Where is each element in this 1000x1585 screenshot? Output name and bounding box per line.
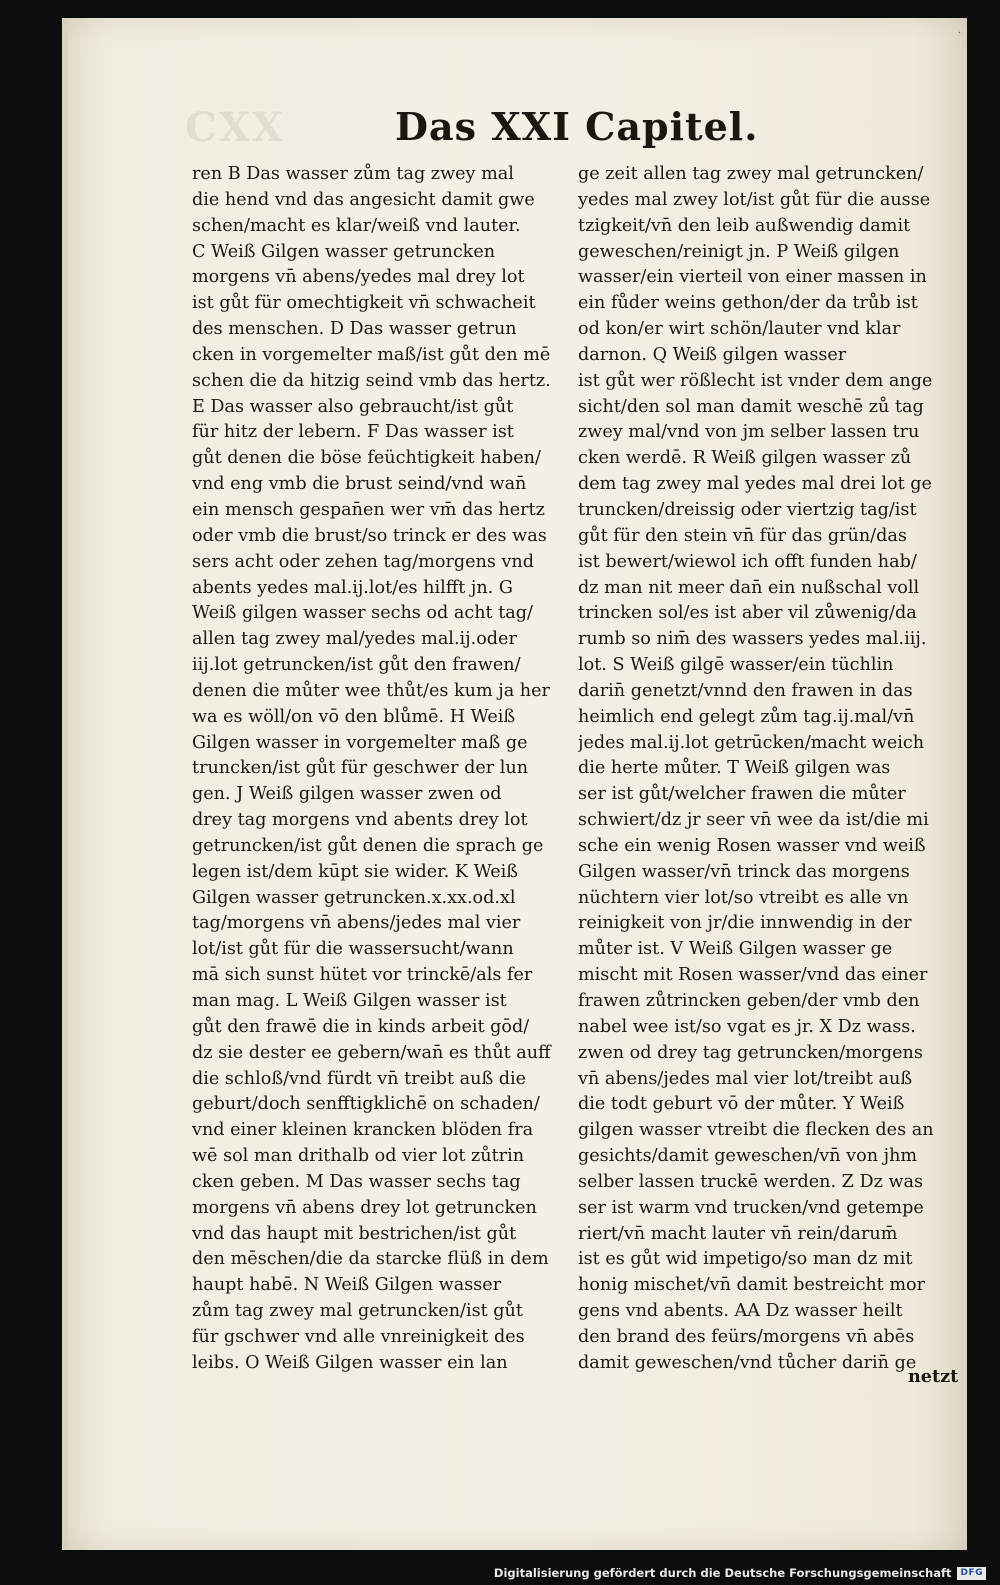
text-line: selber lassen truckē werden. Z Dz was	[578, 1171, 924, 1192]
text-line: nabel wee ist/so vgat es jr. X Dz wass.	[578, 1016, 916, 1037]
text-line: sers acht oder zehen tag/morgens vnd	[192, 551, 535, 572]
text-line: cken in vorgemelter maß/ist gůt den mē	[192, 344, 551, 365]
text-line: für gschwer vnd alle vnreinigkeit des	[192, 1326, 525, 1347]
text-line: trincken sol/es ist aber vil zůwenig/da	[578, 603, 917, 624]
text-line: Gilgen wasser in vorgemelter maß ge	[192, 732, 528, 753]
text-line: schwiert/dz jr seer vn̄ wee da ist/die mi	[578, 810, 929, 831]
text-line: man mag. L Weiß Gilgen wasser ist	[192, 991, 507, 1011]
text-line: cken geben. M Das wasser sechs tag	[192, 1171, 521, 1192]
text-line: ist es gůt wid impetigo/so man dz mit	[578, 1249, 913, 1270]
text-line: ein mensch gespan̄en wer vm̄ das hertz	[192, 499, 545, 520]
dfg-logo: DFG	[957, 1567, 986, 1580]
text-line: wa es wöll/on vō den blůmē. H Weiß	[192, 706, 516, 727]
text-line: gůt denen die böse feüchtigkeit haben/	[192, 448, 541, 469]
text-line: ist bewert/wiewol ich offt funden hab/	[578, 551, 917, 572]
text-line: frawen zůtrincken geben/der vmb den	[578, 991, 920, 1011]
text-line: lot. S Weiß gilgē wasser/ein tüchlin	[578, 655, 894, 676]
text-line: dem tag zwey mal yedes mal drei lot ge	[578, 474, 932, 495]
text-line: wasser/ein vierteil von einer massen in	[578, 267, 927, 288]
corner-mark: ·	[958, 28, 962, 39]
text-line: getruncken/ist gůt denen die sprach ge	[192, 835, 544, 856]
text-line: od kon/er wirt schön/lauter vnd klar	[578, 319, 901, 340]
text-line: darnon. Q Weiß gilgen wasser	[578, 344, 847, 365]
text-line: schen/macht es klar/weiß vnd lauter.	[192, 215, 521, 236]
text-line: lot/ist gůt für die wassersucht/wann	[192, 939, 514, 960]
text-line: zwey mal/vnd von jm selber lassen tru	[578, 422, 920, 443]
text-line: heimlich end gelegt zům tag.ij.mal/vn̄	[578, 706, 915, 727]
text-line: ein fůder weins gethon/der da trůb ist	[578, 293, 918, 314]
text-line: des menschen. D Das wasser getrun	[192, 319, 517, 340]
text-line: jedes mal.ij.lot getrūcken/macht weich	[578, 732, 925, 753]
text-line: drey tag morgens vnd abents drey lot	[192, 810, 528, 831]
text-line: ser ist warm vnd trucken/vnd getempe	[578, 1197, 924, 1218]
text-line: den brand des feürs/morgens vn̄ abēs	[578, 1326, 915, 1347]
text-line: mā sich sunst hütet vor trinckē/als fer	[192, 965, 533, 986]
text-line: vnd das haupt mit bestrichen/ist gůt	[192, 1223, 517, 1244]
text-line: gůt den frawē die in kinds arbeit gōd/	[192, 1016, 530, 1037]
text-line: schen die da hitzig seind vmb das hertz.	[192, 370, 551, 391]
text-line: die schloß/vnd fürdt vn̄ treibt auß die	[192, 1068, 527, 1089]
bleed-through-heading: CXX	[185, 104, 285, 151]
text-line: denen die můter wee thůt/es kum ja her	[192, 680, 550, 701]
text-line: für hitz der lebern. F Das wasser ist	[192, 422, 514, 443]
text-line: cken werdē. R Weiß gilgen wasser zů	[578, 448, 912, 469]
text-line: die todt geburt vō der můter. Y Weiß	[578, 1094, 905, 1115]
text-line: gesichts/damit geweschen/vn̄ von jhm	[578, 1146, 918, 1167]
text-line: geburt/doch senfftigklichē on schaden/	[192, 1094, 540, 1115]
text-line: gilgen wasser vtreibt die flecken des an	[578, 1120, 934, 1141]
text-line: abents yedes mal.ij.lot/es hilfft jn. G	[192, 577, 513, 598]
text-line: oder vmb die brust/so trinck er des was	[192, 525, 547, 546]
text-line: sche ein wenig Rosen wasser vnd weiß	[578, 835, 926, 856]
text-line: leibs. O Weiß Gilgen wasser ein lan	[192, 1352, 508, 1373]
text-line: allen tag zwey mal/yedes mal.ij.oder	[192, 629, 517, 650]
text-line: vnd eng vmb die brust seind/vnd wan̄	[192, 474, 527, 495]
text-line: rumb so nim̄ des wassers yedes mal.iij.	[578, 629, 927, 650]
text-line: dz sie dester ee gebern/wan̄ es thůt auff	[192, 1042, 551, 1063]
text-line: iij.lot getruncken/ist gůt den frawen/	[192, 655, 521, 676]
footer-credit	[494, 1563, 986, 1583]
text-line: Weiß gilgen wasser sechs od acht tag/	[192, 603, 533, 624]
text-line: zům tag zwey mal getruncken/ist gůt	[192, 1301, 523, 1322]
text-line: damit geweschen/vnd tůcher darin̄ ge	[578, 1352, 917, 1373]
text-line: vn̄ abens/jedes mal vier lot/treibt auß	[578, 1068, 913, 1089]
text-line: gen. J Weiß gilgen wasser zwen od	[192, 784, 502, 805]
text-line: sicht/den sol man damit weschē zů tag	[578, 396, 924, 417]
text-line: ren B Das wasser zům tag zwey mal	[192, 164, 514, 184]
funding-text: Digitalisierung gefördert durch die Deutsche Forschungsgemeinschaft	[493, 1566, 952, 1580]
text-line: ist gůt wer rößlecht ist vnder dem ange	[578, 370, 933, 391]
text-line: ist gůt für omechtigkeit vn̄ schwacheit	[192, 293, 536, 314]
text-line: legen ist/dem kūpt sie wider. K Weiß	[192, 861, 519, 882]
text-line: morgens vn̄ abens drey lot getruncken	[192, 1197, 537, 1218]
page-gutter	[62, 18, 68, 1550]
text-line: tzigkeit/vn̄ den leib außwendig damit	[578, 215, 911, 236]
text-line: ge zeit allen tag zwey mal getruncken/	[578, 164, 924, 184]
text-line: die herte můter. T Weiß gilgen was	[578, 758, 891, 779]
text-line: tag/morgens vn̄ abens/jedes mal vier	[192, 913, 521, 934]
text-line: Gilgen wasser getruncken.x.xx.od.xl	[192, 887, 516, 908]
text-line: C Weiß Gilgen wasser getruncken	[192, 241, 496, 262]
text-line: nüchtern vier lot/so vtreibt es alle vn	[578, 887, 909, 908]
text-line: vnd einer kleinen krancken blöden fra	[192, 1120, 534, 1141]
text-line: riert/vn̄ macht lauter vn̄ rein/darum̄	[578, 1223, 898, 1244]
text-line: gůt für den stein vn̄ für das grün/das	[578, 525, 907, 546]
text-line: zwen od drey tag getruncken/morgens	[578, 1042, 923, 1063]
text-line: geweschen/reinigt jn. P Weiß gilgen	[578, 241, 900, 262]
text-line: ser ist gůt/welcher frawen die můter	[578, 784, 906, 805]
text-line: gens vnd abents. AA Dz wasser heilt	[578, 1301, 903, 1322]
text-line: haupt habē. N Weiß Gilgen wasser	[192, 1275, 502, 1296]
catchword: netzt	[908, 1366, 959, 1387]
text-line: wē sol man drithalb od vier lot zůtrin	[192, 1146, 525, 1167]
text-line: Gilgen wasser/vn̄ trinck das morgens	[578, 861, 910, 882]
chapter-heading: Das XXI Capitel.	[395, 104, 759, 149]
text-line: die hend vnd das angesicht damit gwe	[192, 189, 535, 210]
text-line: morgens vn̄ abens/yedes mal drey lot	[192, 267, 525, 288]
text-line: den mēschen/die da starcke flüß in dem	[192, 1249, 549, 1270]
text-line: yedes mal zwey lot/ist gůt für die ausse	[578, 189, 931, 210]
text-line: E Das wasser also gebraucht/ist gůt	[192, 396, 514, 417]
text-line: dz man nit meer dan̄ ein nußschal voll	[578, 577, 920, 598]
right-text-column	[578, 162, 962, 1377]
text-line: truncken/dreissig oder viertzig tag/ist	[578, 499, 917, 520]
text-line: darin̄ genetzt/vnnd den frawen in das	[578, 680, 913, 701]
text-line: reinigkeit von jr/die innwendig in der	[578, 913, 912, 934]
text-line: truncken/ist gůt für geschwer der lun	[192, 758, 529, 779]
text-line: honig mischet/vn̄ damit bestreicht mor	[578, 1275, 926, 1296]
text-line: mischt mit Rosen wasser/vnd das einer	[578, 965, 928, 986]
left-text-column	[192, 162, 564, 1377]
text-line: můter ist. V Weiß Gilgen wasser ge	[578, 939, 893, 960]
